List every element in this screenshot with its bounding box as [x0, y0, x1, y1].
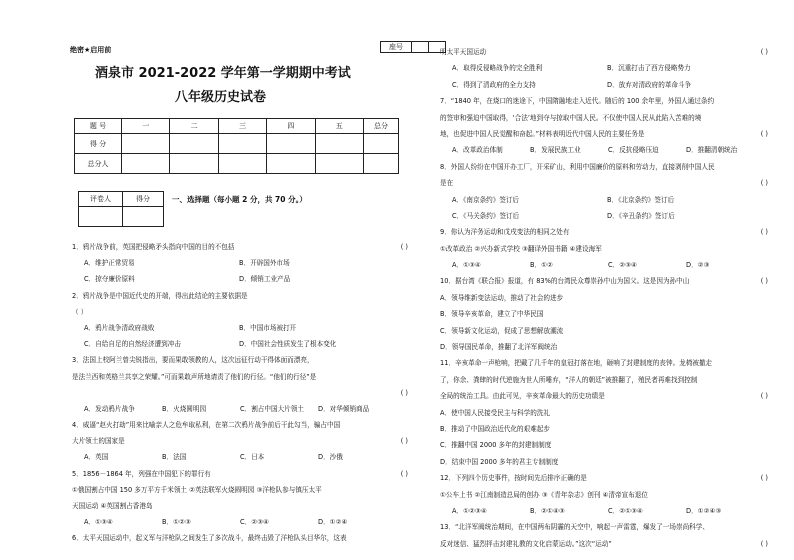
answer-option: C．割占中国大片领土 — [240, 404, 304, 413]
question-stem: ①公车上书 ②江南制造总局的创办 ③《青年杂志》创刊 ④清帝宣布退位 — [440, 490, 648, 499]
score-cell[interactable] — [170, 134, 218, 154]
answer-option: C．②③④ — [608, 261, 637, 270]
question-stem: 大片领土的国家是 — [72, 437, 125, 446]
question-line — [72, 336, 408, 352]
answer-option: B．②①④③ — [530, 506, 565, 515]
answer-paren[interactable]: ( ) — [760, 48, 768, 56]
question-stem: 8．外国人纷纷在中国开办工厂，开采矿山，利用中国廉价的原料和劳动力，直接剥削中国人民 — [440, 162, 715, 171]
answer-option: C．得到了清政府的全力支持 — [452, 80, 536, 89]
answer-option: D．②③ — [686, 261, 710, 270]
question-stem: B．推动了中国政治近代化的艰难起步 — [440, 424, 551, 433]
answer-option: D．中国社会性质发生了根本变化 — [239, 340, 337, 349]
score-header-cell: 二 — [170, 119, 218, 134]
question-stem: D．领导国民革命，推翻了北洋军阀统治 — [440, 343, 558, 352]
score-header-cell: 总分 — [364, 119, 399, 134]
score-cell[interactable] — [218, 134, 266, 154]
question-line — [72, 401, 408, 417]
secret-mark: 绝密★启用前 — [70, 46, 112, 54]
score-row — [75, 134, 399, 154]
score-table-header — [75, 119, 399, 134]
score-table — [74, 118, 399, 174]
answer-paren[interactable]: ( ) — [760, 179, 768, 188]
question-line — [440, 437, 768, 453]
answer-option: A．①③④ — [452, 261, 481, 270]
question-line — [72, 369, 408, 385]
answer-paren[interactable]: ( ) — [760, 277, 768, 286]
answer-option: C．自给自足的自然经济遭到冲击 — [84, 340, 181, 349]
question-stem: C．推翻中国 2000 多年的封建制制度 — [440, 441, 552, 450]
score-row-label: 得 分 — [75, 134, 122, 154]
question-line — [440, 355, 768, 371]
answer-paren[interactable]: ( ) — [760, 474, 768, 483]
question-stem: 10．据台湾《联合报》报道，有 83%的台湾民众尊崇孙中山为国父。这是因为孙中山 — [440, 277, 690, 286]
question-line — [72, 385, 408, 401]
score-cell[interactable] — [267, 154, 315, 174]
score-cell[interactable] — [364, 154, 399, 174]
answer-option: D．倾销工业产品 — [239, 275, 291, 284]
answer-option: D．放弃对清政府的革命斗争 — [607, 80, 692, 89]
question-line — [440, 273, 768, 289]
question-line — [440, 208, 768, 224]
question-line — [440, 470, 768, 486]
answer-option: A．维护正常贸易 — [84, 259, 135, 268]
question-stem: 13．“北洋军阀统治期间，在中国两布阴霾的天空中，响起一声雷霆，爆发了一场崇尚科学、 — [440, 523, 709, 532]
answer-option: B．中国市场被打开 — [239, 323, 297, 332]
question-stem: 天国运动 ④英国割占香港岛 — [72, 502, 153, 510]
question-line — [440, 44, 768, 60]
question-line — [72, 304, 408, 320]
score-header-cell: 一 — [122, 119, 170, 134]
question-stem: 1．鸦片战争前，英国把侵略矛头指向中国的目的不包括 — [72, 243, 235, 251]
question-line — [440, 339, 768, 355]
question-line — [440, 306, 768, 322]
question-stem: （ ） — [72, 307, 88, 316]
question-line — [440, 503, 768, 519]
question-line — [440, 241, 768, 257]
question-stem: C．领导新文化运动，促成了思想解放潮流 — [440, 326, 564, 335]
question-stem: 5．1856－1864 年，列强在中国犯下的罪行有 — [72, 469, 211, 478]
answer-option: A．取得反侵略战争的完全胜利 — [452, 64, 543, 73]
question-line — [440, 142, 768, 158]
question-stem: 12．下列四个历史事件，按时间先后排序正确的是 — [440, 474, 587, 483]
left-column — [72, 239, 408, 547]
answer-option: D．①②④③ — [686, 506, 722, 515]
question-line — [72, 433, 408, 449]
answer-option: A．《南京条约》签订后 — [452, 195, 520, 204]
question-stem: B．领导辛亥革命，建立了中华民国 — [440, 310, 544, 319]
question-line — [440, 159, 768, 175]
question-stem: 是法兰西和英格兰共享之荣耀。”可而果敢声所地请责了他们的行径。“他们的行径”是 — [72, 372, 317, 381]
question-line — [440, 405, 768, 421]
question-line — [440, 290, 768, 306]
answer-option: C．②③④ — [240, 518, 269, 527]
answer-option: A．改革政治体制 — [452, 146, 503, 155]
answer-option: A．英国 — [84, 453, 109, 462]
question-line — [72, 482, 408, 498]
answer-option: C．掠夺廉价原料 — [84, 275, 135, 284]
answer-option: B．沉重打击了西方侵略势力 — [607, 64, 691, 73]
question-line — [440, 175, 768, 191]
seat-cell[interactable] — [412, 42, 429, 53]
score-header-cell: 三 — [218, 119, 266, 134]
grader-box — [78, 191, 164, 227]
question-stem: 6．太平天国运动中，起义军与洋枪队之间发生了多次战斗，最终击毁了洋枪队头目华尔，这表 — [72, 534, 347, 543]
question-line — [440, 519, 768, 535]
question-stem: 地，也促进中国人民觉醒和奋起。”材料表明近代中国人民的主要任务是 — [440, 129, 645, 138]
question-stem: A．使中国人民接受民主与科学的洗礼 — [440, 408, 551, 417]
question-line — [440, 372, 768, 388]
question-stem: 11．辛亥革命一声枪响，把戴了几千年的皇冠打落在地，砸响了封建制度的丧钟。龙椅被撤走 — [440, 359, 713, 368]
question-stem: 明太平天国运动 — [440, 48, 487, 56]
answer-option: B．法国 — [162, 453, 187, 462]
exam-subtitle: 八年级历史试卷 — [175, 90, 267, 105]
answer-option: D．对华倾销商品 — [318, 404, 370, 413]
score-cell[interactable] — [122, 134, 170, 154]
answer-option: A．发动鸦片战争 — [84, 404, 135, 413]
score-cell[interactable] — [267, 134, 315, 154]
scorer-row — [75, 154, 399, 174]
question-line — [440, 388, 768, 404]
answer-paren[interactable]: ( ) — [760, 129, 768, 138]
answer-paren[interactable]: ( ) — [400, 243, 408, 251]
answer-option: A．①②③④ — [452, 506, 487, 515]
question-line — [440, 60, 768, 76]
question-stem: A．领导维新变法运动，推动了社会的进步 — [440, 293, 564, 302]
answer-option: A．鸦片战争清政府战败 — [84, 323, 155, 332]
question-line — [72, 417, 408, 433]
grader-cell[interactable] — [79, 207, 123, 227]
question-stem: 7．“1840 年，在烧口的迷途下，中国隋融地走入近代。随后的 100 余年里，外国人通过条约 — [440, 97, 715, 106]
question-line — [440, 126, 768, 142]
question-line — [72, 255, 408, 271]
score-header-cell: 题 号 — [75, 119, 122, 134]
answer-option: D．推翻清朝统治 — [686, 146, 738, 155]
question-stem: 了，你余、粪肆的时代逆施为世人所唾弃，“洋人的朝廷”被推翻了，殖民者再难找到控制 — [440, 375, 698, 384]
question-line — [440, 454, 768, 470]
question-line — [72, 466, 408, 482]
answer-option: B．开辟国外市场 — [239, 259, 290, 268]
answer-paren[interactable]: ( ) — [760, 392, 768, 401]
question-stem: 3．法国上校阿兰曾尖锐指出，要而果敢领教的人，这次远征行动干得体面而漂亮， — [72, 356, 314, 365]
answer-option: C．《马关条约》签订后 — [452, 211, 520, 220]
question-line — [440, 110, 768, 126]
answer-option: B．《北京条约》签订后 — [607, 195, 675, 204]
question-line — [440, 487, 768, 503]
answer-option: D．沙俄 — [318, 453, 343, 462]
answer-option: B．①② — [530, 261, 553, 270]
answer-option: C．②①③④ — [608, 506, 643, 515]
score-cell[interactable] — [170, 154, 218, 174]
answer-paren[interactable]: ( ) — [760, 228, 768, 237]
question-line — [440, 323, 768, 339]
question-stem: 4．威逼“赵火打劫”用来比喻亲人之危牟取私利，在第二次鸦片战争前后干此勾当，骗占中国 — [72, 421, 341, 430]
question-line — [72, 271, 408, 287]
question-line — [72, 514, 408, 530]
question-line — [72, 352, 408, 368]
question-stem: 的签审和强迫中国取得，‘合法’地到夺与掠取中国人民。不仅使中国人民从此陷入苦难的境 — [440, 113, 702, 122]
question-line — [72, 288, 408, 304]
right-column — [440, 44, 768, 552]
question-stem: 是在 — [440, 179, 454, 188]
score-cell[interactable] — [218, 154, 266, 174]
question-stem: D．结束中国 2000 多年的君主专制制度 — [440, 457, 559, 466]
question-stem: ①改革政治 ②兴办新式学校 ③翻译外国书籍 ④建设海军 — [440, 244, 602, 253]
grader-score-cell[interactable] — [123, 207, 164, 227]
exam-title: 酒泉市 2021-2022 学年第一学期期中考试 — [95, 66, 351, 81]
answer-option: B．火烧圆明园 — [162, 404, 207, 413]
score-cell[interactable] — [364, 134, 399, 154]
grader-label: 评卷人 — [79, 192, 123, 207]
grader-score-label: 得分 — [123, 192, 164, 207]
score-cell[interactable] — [315, 154, 363, 174]
question-stem: 9．你认为洋务运动和戊戌变法的相同之处有 — [440, 228, 570, 237]
question-line — [440, 224, 768, 240]
question-line — [72, 449, 408, 465]
answer-option: C．日本 — [240, 453, 265, 462]
score-cell[interactable] — [315, 134, 363, 154]
answer-paren[interactable]: ( ) — [760, 539, 768, 548]
answer-paren[interactable]: ( ) — [400, 469, 408, 478]
score-header-cell: 五 — [315, 119, 363, 134]
question-line — [72, 320, 408, 336]
question-stem: 2．鸦片战争是中国近代史的开端，得出此结论的主要依据是 — [72, 291, 248, 300]
question-line — [440, 536, 768, 552]
question-line — [72, 498, 408, 514]
question-stem: ①俄国割占中国 150 多万平方千米领土 ②英法联军火烧圆明园 ③洋枪队参与镇压太平 — [72, 485, 322, 494]
score-cell[interactable] — [122, 154, 170, 174]
question-line — [440, 93, 768, 109]
answer-paren[interactable]: ( ) — [400, 437, 408, 446]
question-line — [440, 257, 768, 273]
answer-option: B．发展民族工业 — [530, 146, 581, 155]
question-line — [72, 530, 408, 546]
answer-paren[interactable]: ( ) — [400, 388, 408, 397]
section-title: 一、选择题（每小题 2 分，共 70 分。） — [172, 195, 307, 204]
question-stem: 全局的统治工具。由此可见，辛亥革命最大的历史功绩是 — [440, 392, 605, 401]
score-row-label: 总分人 — [75, 154, 122, 174]
question-line — [440, 77, 768, 93]
question-line — [440, 421, 768, 437]
answer-option: D．①②④ — [318, 518, 348, 527]
question-line — [72, 239, 408, 255]
question-line — [440, 192, 768, 208]
question-stem: 反对迷信、猛烈抨击封建礼教的文化启蒙运动。”这次“运动” — [440, 539, 612, 548]
answer-option: A．①③④ — [84, 518, 113, 527]
score-header-cell: 四 — [267, 119, 315, 134]
answer-option: B．①②③ — [162, 518, 191, 527]
seat-label: 座号 — [381, 42, 412, 53]
answer-option: D．《辛丑条约》签订后 — [607, 211, 675, 220]
answer-option: C．反抗侵略压迫 — [608, 146, 659, 155]
seat-box — [380, 41, 446, 53]
